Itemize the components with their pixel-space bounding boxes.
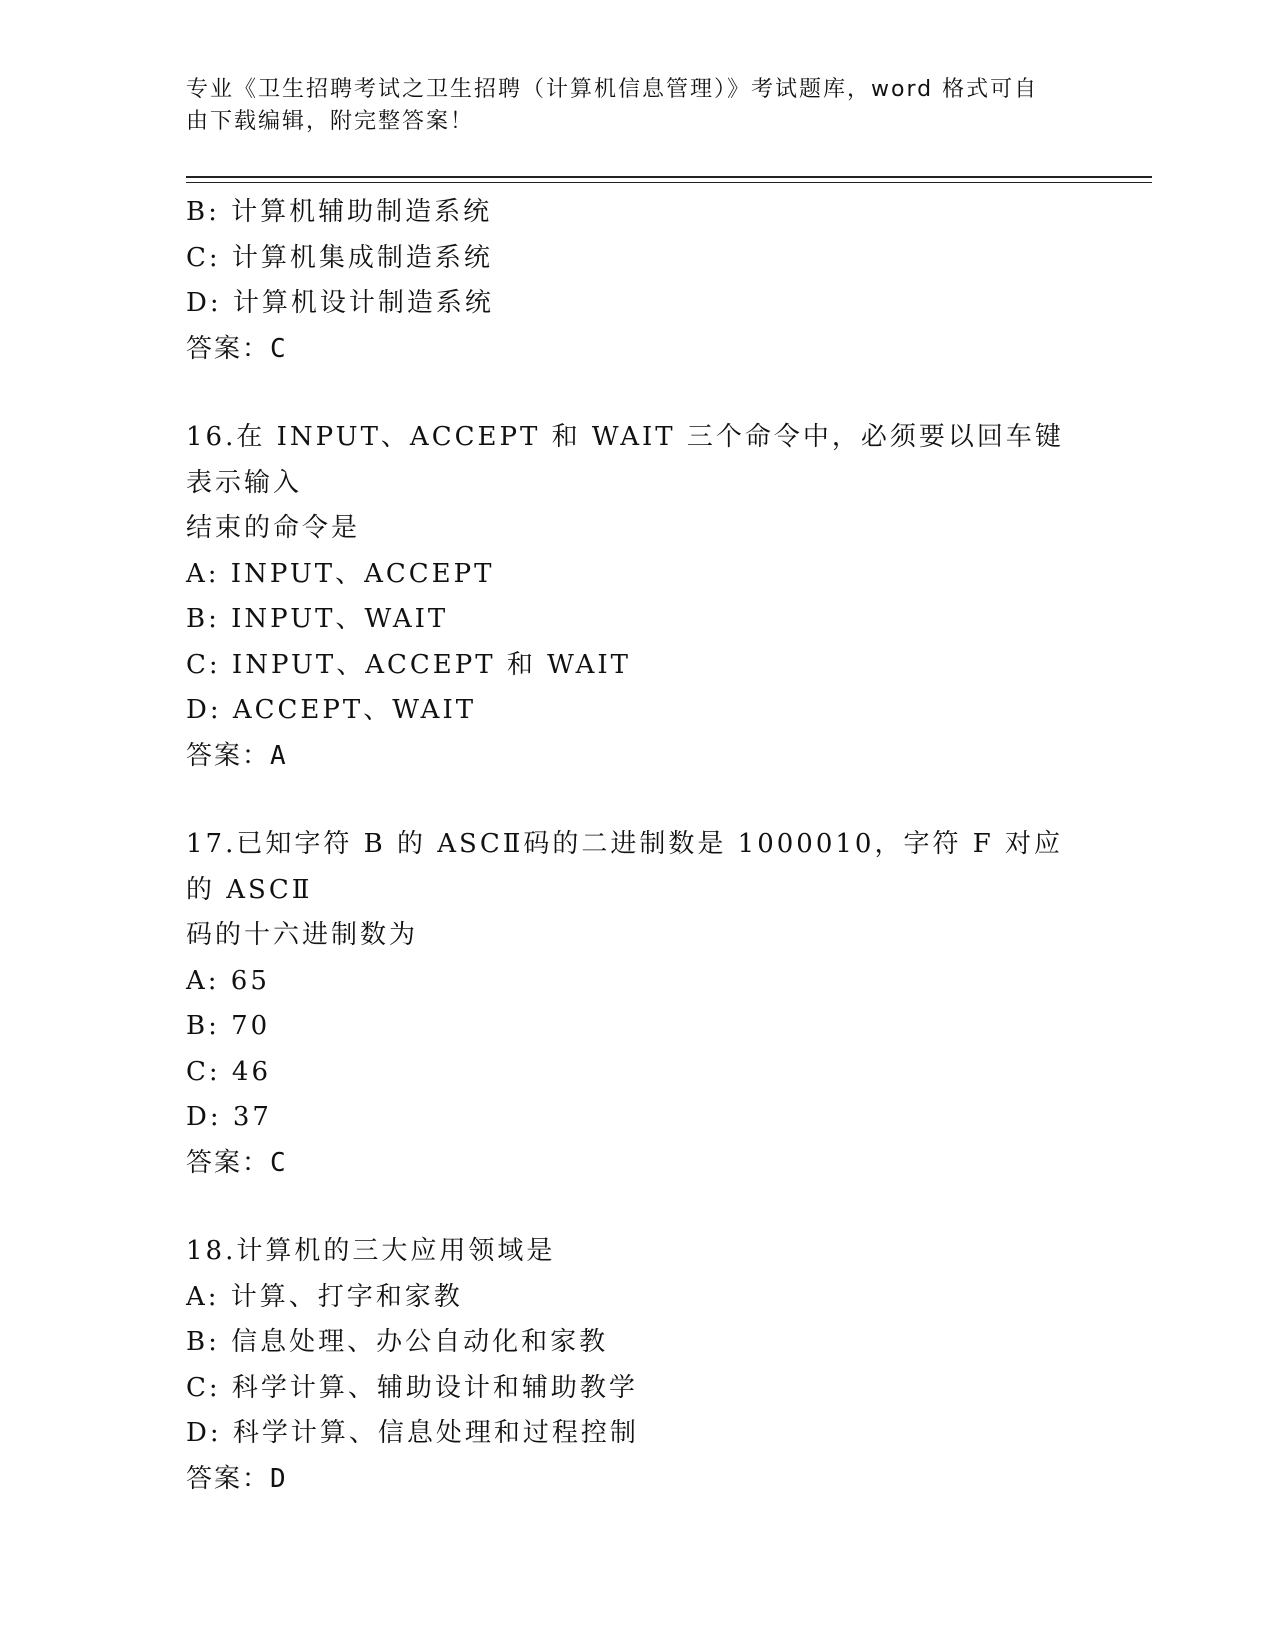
option-b: B: INPUT、WAIT <box>186 604 449 634</box>
question-stem-line-1: 18.计算机的三大应用领域是 <box>186 1236 556 1266</box>
question-stem <box>186 822 1066 959</box>
answer-label: 答案： <box>186 333 271 364</box>
option-b: B: 信息处理、办公自动化和家教 <box>186 1327 609 1357</box>
option-a: A: INPUT、ACCEPT <box>186 558 495 589</box>
answer-line <box>186 327 1086 373</box>
question-stem <box>186 415 1066 552</box>
question-list <box>186 190 1086 1502</box>
header-divider-thick <box>186 176 1152 178</box>
question-block-18 <box>186 1229 1086 1502</box>
option-a: A: 计算、打字和家教 <box>186 1281 463 1312</box>
answer-label: 答案： <box>186 1147 271 1178</box>
answer-line <box>186 1457 1086 1503</box>
question-stem-line-2: 结束的命令是 <box>186 513 361 543</box>
question-block-17 <box>186 822 1086 1186</box>
answer-line <box>186 734 1086 780</box>
question-block-16 <box>186 415 1086 779</box>
option-d: D: 计算机设计制造系统 <box>186 288 494 318</box>
option-d: D: ACCEPT、WAIT <box>186 695 477 725</box>
answer-value: D <box>270 1463 288 1494</box>
answer-line <box>186 1141 1086 1187</box>
spacer <box>186 779 1086 822</box>
answer-value: C <box>270 333 288 364</box>
option-c: C: INPUT、ACCEPT 和 WAIT <box>186 649 631 680</box>
question-stem-line-2: 码的十六进制数为 <box>186 920 419 950</box>
header-line-1: 专业《卫生招聘考试之卫生招聘（计算机信息管理）》考试题库，word 格式可自 <box>186 77 1039 102</box>
option-d: D: 37 <box>186 1102 272 1132</box>
option-b: B: 计算机辅助制造系统 <box>186 197 493 227</box>
spacer <box>186 1186 1086 1229</box>
document-header <box>186 74 1066 138</box>
question-stem-line-1: 16.在 INPUT、ACCEPT 和 WAIT 三个命令中，必须要以回车键表示输入 <box>186 422 1064 498</box>
spacer <box>186 372 1086 415</box>
header-divider-thin <box>186 182 1152 183</box>
question-block-15 <box>186 190 1086 372</box>
option-d: D: 科学计算、信息处理和过程控制 <box>186 1418 639 1448</box>
answer-label: 答案： <box>186 740 271 771</box>
option-c: C: 科学计算、辅助设计和辅助教学 <box>186 1372 638 1403</box>
option-c: C: 计算机集成制造系统 <box>186 242 493 273</box>
answer-label: 答案： <box>186 1463 271 1494</box>
question-stem-line-1: 17.已知字符 B 的 ASCⅡ码的二进制数是 1000010，字符 F 对应的 ASCⅡ <box>186 829 1064 905</box>
option-a: A: 65 <box>186 965 270 996</box>
answer-value: C <box>270 1147 288 1178</box>
header-line-2: 由下载编辑，附完整答案！ <box>186 109 475 134</box>
option-c: C: 46 <box>186 1056 272 1087</box>
question-stem <box>186 1229 1066 1275</box>
option-b: B: 70 <box>186 1011 271 1041</box>
answer-value: A <box>270 740 288 771</box>
